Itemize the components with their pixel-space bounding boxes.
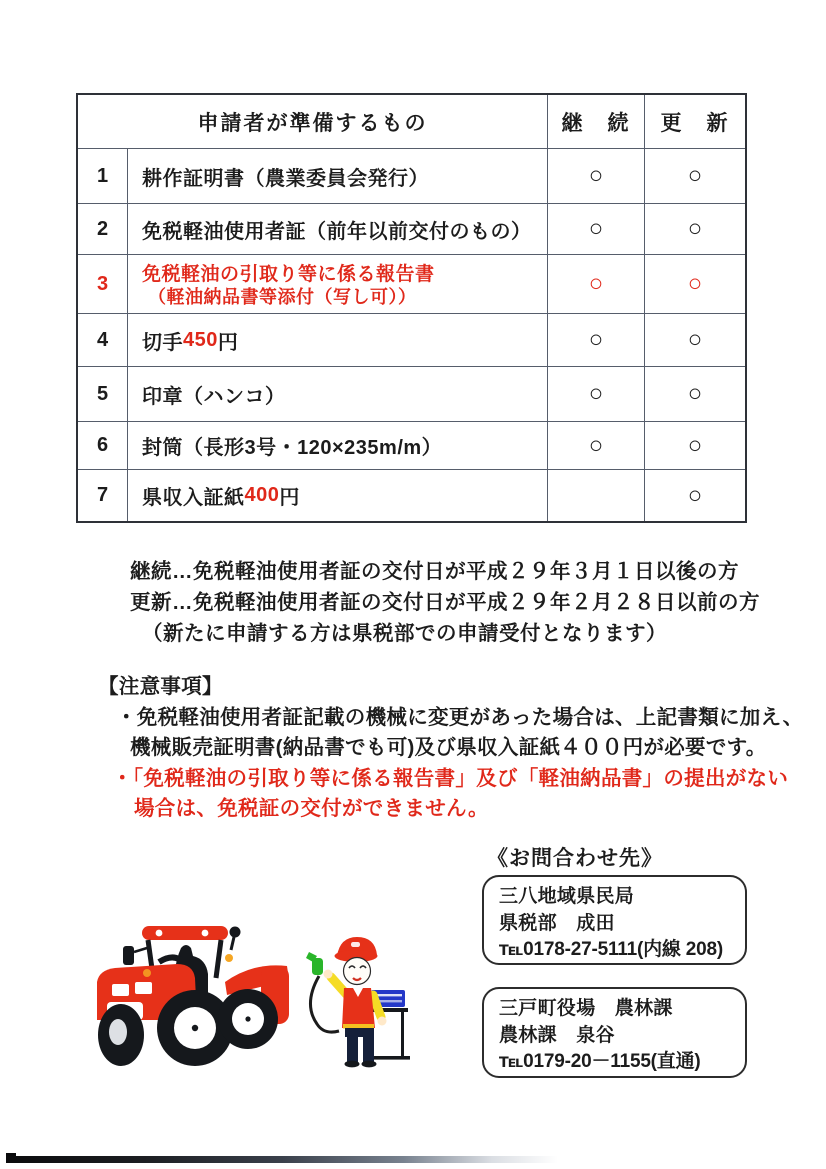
description-amount: 400 bbox=[244, 484, 280, 506]
renew-mark: ○ bbox=[687, 162, 703, 189]
caution-item1-line2: 機械販売証明書(納品書でも可)及び県収入証紙４００円が必要です。 bbox=[130, 736, 767, 759]
table-row bbox=[78, 148, 745, 203]
caution-item2-line2: 場合は、免税証の交付ができません。 bbox=[134, 797, 489, 820]
caution-title: 【注意事項】 bbox=[98, 675, 223, 698]
requirements-table bbox=[76, 93, 747, 523]
description-unit: 円 bbox=[279, 487, 300, 509]
header-continue-label: 継 続 bbox=[548, 95, 645, 148]
continue-mark: ○ bbox=[548, 255, 645, 313]
renew-mark: ○ bbox=[687, 380, 703, 407]
contact-person: 農林課 泉谷 bbox=[499, 1024, 615, 1046]
table-header-row bbox=[78, 95, 745, 148]
tractor-illustration bbox=[85, 918, 463, 1098]
row-description bbox=[128, 470, 548, 521]
contact-office-name: 三戸町役場 農林課 bbox=[499, 998, 673, 1019]
contact-phone: ℡0178-27-5111(内線 208) bbox=[499, 939, 723, 960]
contact-box-prefecture bbox=[482, 875, 747, 965]
row-description: 印章（ハンコ） bbox=[128, 367, 548, 421]
table-row bbox=[78, 313, 745, 366]
row-description bbox=[128, 255, 548, 313]
renew-mark: ○ bbox=[687, 481, 703, 509]
fuel-attendant-icon bbox=[306, 937, 387, 1067]
row-number: 5 bbox=[78, 367, 128, 421]
continue-mark: ○ bbox=[548, 149, 645, 203]
header-renew-label: 更 新 bbox=[660, 111, 730, 135]
row-number: 7 bbox=[78, 470, 128, 521]
contact-person: 県税部 成田 bbox=[499, 912, 615, 934]
table-row bbox=[78, 203, 745, 254]
row-description-lines bbox=[142, 261, 435, 308]
row-description: 耕作証明書（農業委員会発行） bbox=[128, 149, 548, 203]
continue-mark: ○ bbox=[548, 367, 645, 421]
table-row bbox=[78, 254, 745, 313]
renew-mark: ○ bbox=[687, 215, 703, 242]
row-description-line2: （軽油納品書等添付（写し可）） bbox=[148, 286, 417, 307]
description-amount: 450 bbox=[183, 328, 218, 351]
scan-artifact-line bbox=[6, 1156, 558, 1163]
row-description bbox=[128, 314, 548, 366]
caution-section bbox=[98, 672, 803, 825]
description-text: 切手 bbox=[142, 331, 183, 354]
tractor-icon bbox=[97, 926, 289, 1066]
contact-title: 《お問合わせ先》 bbox=[487, 847, 663, 870]
header-item-label: 申請者が準備するもの bbox=[78, 95, 548, 148]
row-number: 3 bbox=[78, 255, 128, 313]
continue-mark: ○ bbox=[548, 422, 645, 469]
table-row bbox=[78, 421, 745, 469]
renew-mark: ○ bbox=[687, 326, 703, 353]
caution-item1-line1: ・免税軽油使用者証記載の機械に変更があった場合は、上記書類に加え、 bbox=[116, 705, 804, 729]
table-row bbox=[78, 366, 745, 421]
legend-new-applicant-note: （新たに申請する方は県税部での申請受付となります） bbox=[142, 622, 667, 645]
contact-office-name: 三八地域県民局 bbox=[499, 886, 635, 907]
continue-mark: ○ bbox=[548, 314, 645, 366]
row-number: 4 bbox=[78, 314, 128, 366]
legend-notes bbox=[130, 556, 760, 649]
renew-mark: ○ bbox=[687, 270, 703, 297]
continue-mark bbox=[548, 470, 645, 521]
contact-phone: ℡0179-20－1155(直通) bbox=[499, 1051, 701, 1072]
caution-item2-line1: ・「免税軽油の引取り等に係る報告書」及び「軽油納品書」の提出がない bbox=[112, 766, 789, 790]
row-description: 免税軽油使用者証（前年以前交付のもの） bbox=[128, 204, 548, 254]
row-number: 2 bbox=[78, 204, 128, 254]
row-number: 1 bbox=[78, 149, 128, 203]
contact-box-town bbox=[482, 987, 747, 1078]
legend-continue-note: 継続…免税軽油使用者証の交付日が平成２９年３月１日以後の方 bbox=[130, 560, 739, 583]
row-description-line1: 免税軽油の引取り等に係る報告書 bbox=[142, 263, 435, 285]
description-text: 県収入証紙 bbox=[142, 487, 245, 509]
renew-mark: ○ bbox=[687, 431, 703, 459]
continue-mark: ○ bbox=[548, 204, 645, 254]
legend-renew-note: 更新…免税軽油使用者証の交付日が平成２９年２月２８日以前の方 bbox=[130, 591, 760, 614]
table-row bbox=[78, 469, 745, 521]
row-description: 封筒（長形3号・120×235m/m） bbox=[128, 422, 548, 469]
row-number: 6 bbox=[78, 422, 128, 469]
description-unit: 円 bbox=[217, 331, 239, 354]
